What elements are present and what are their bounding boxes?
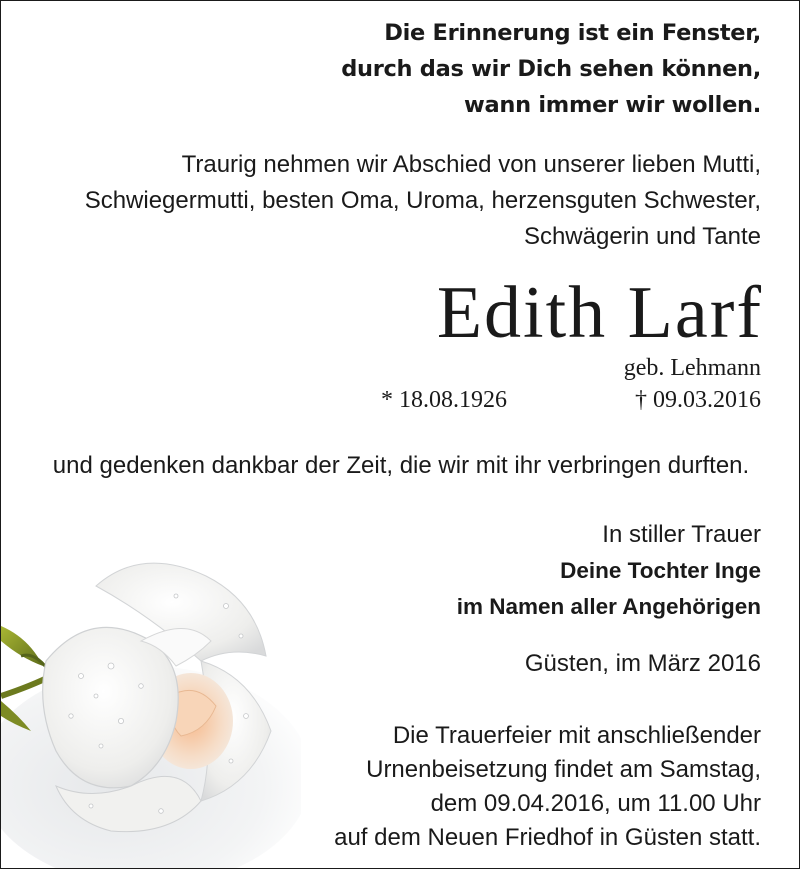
- white-rose-image: [1, 546, 301, 868]
- motto-quote: [341, 15, 761, 123]
- intro-line: Traurig nehmen wir Abschied von unserer lieben Mutti,: [181, 151, 761, 178]
- intro-line: Schwägerin und Tante: [523, 223, 761, 250]
- birth-date: * 18.08.1926: [381, 387, 507, 413]
- place-date: Güsten, im März 2016: [524, 650, 761, 677]
- funeral-line: Die Trauerfeier mit anschließender: [392, 722, 761, 749]
- signature-intro: In stiller Trauer: [602, 521, 761, 548]
- funeral-info: [334, 719, 761, 855]
- intro-line: Schwiegermutti, besten Oma, Uroma, herzensguten Schwester,: [84, 187, 761, 214]
- funeral-line: auf dem Neuen Friedhof in Güsten statt.: [334, 824, 761, 851]
- deceased-name: Edith Larf: [436, 272, 763, 354]
- remembrance-text: und gedenken dankbar der Zeit, die wir mit ihr verbringen durften.: [52, 452, 750, 479]
- funeral-line: dem 09.04.2016, um 11.00 Uhr: [430, 790, 761, 817]
- motto-line: durch das wir Dich sehen können,: [341, 56, 761, 82]
- funeral-line: Urnenbeisetzung findet am Samstag,: [366, 756, 761, 783]
- mourners-signature: [457, 517, 761, 625]
- maiden-name: geb. Lehmann: [623, 355, 761, 381]
- motto-line: wann immer wir wollen.: [464, 92, 761, 118]
- announcement-intro: [85, 147, 761, 255]
- signature-line: Deine Tochter Inge: [560, 558, 761, 583]
- motto-line: Die Erinnerung ist ein Fenster,: [384, 20, 761, 46]
- signature-line: im Namen aller Angehörigen: [456, 594, 761, 619]
- death-date: † 09.03.2016: [635, 387, 761, 413]
- life-dates: [381, 383, 761, 417]
